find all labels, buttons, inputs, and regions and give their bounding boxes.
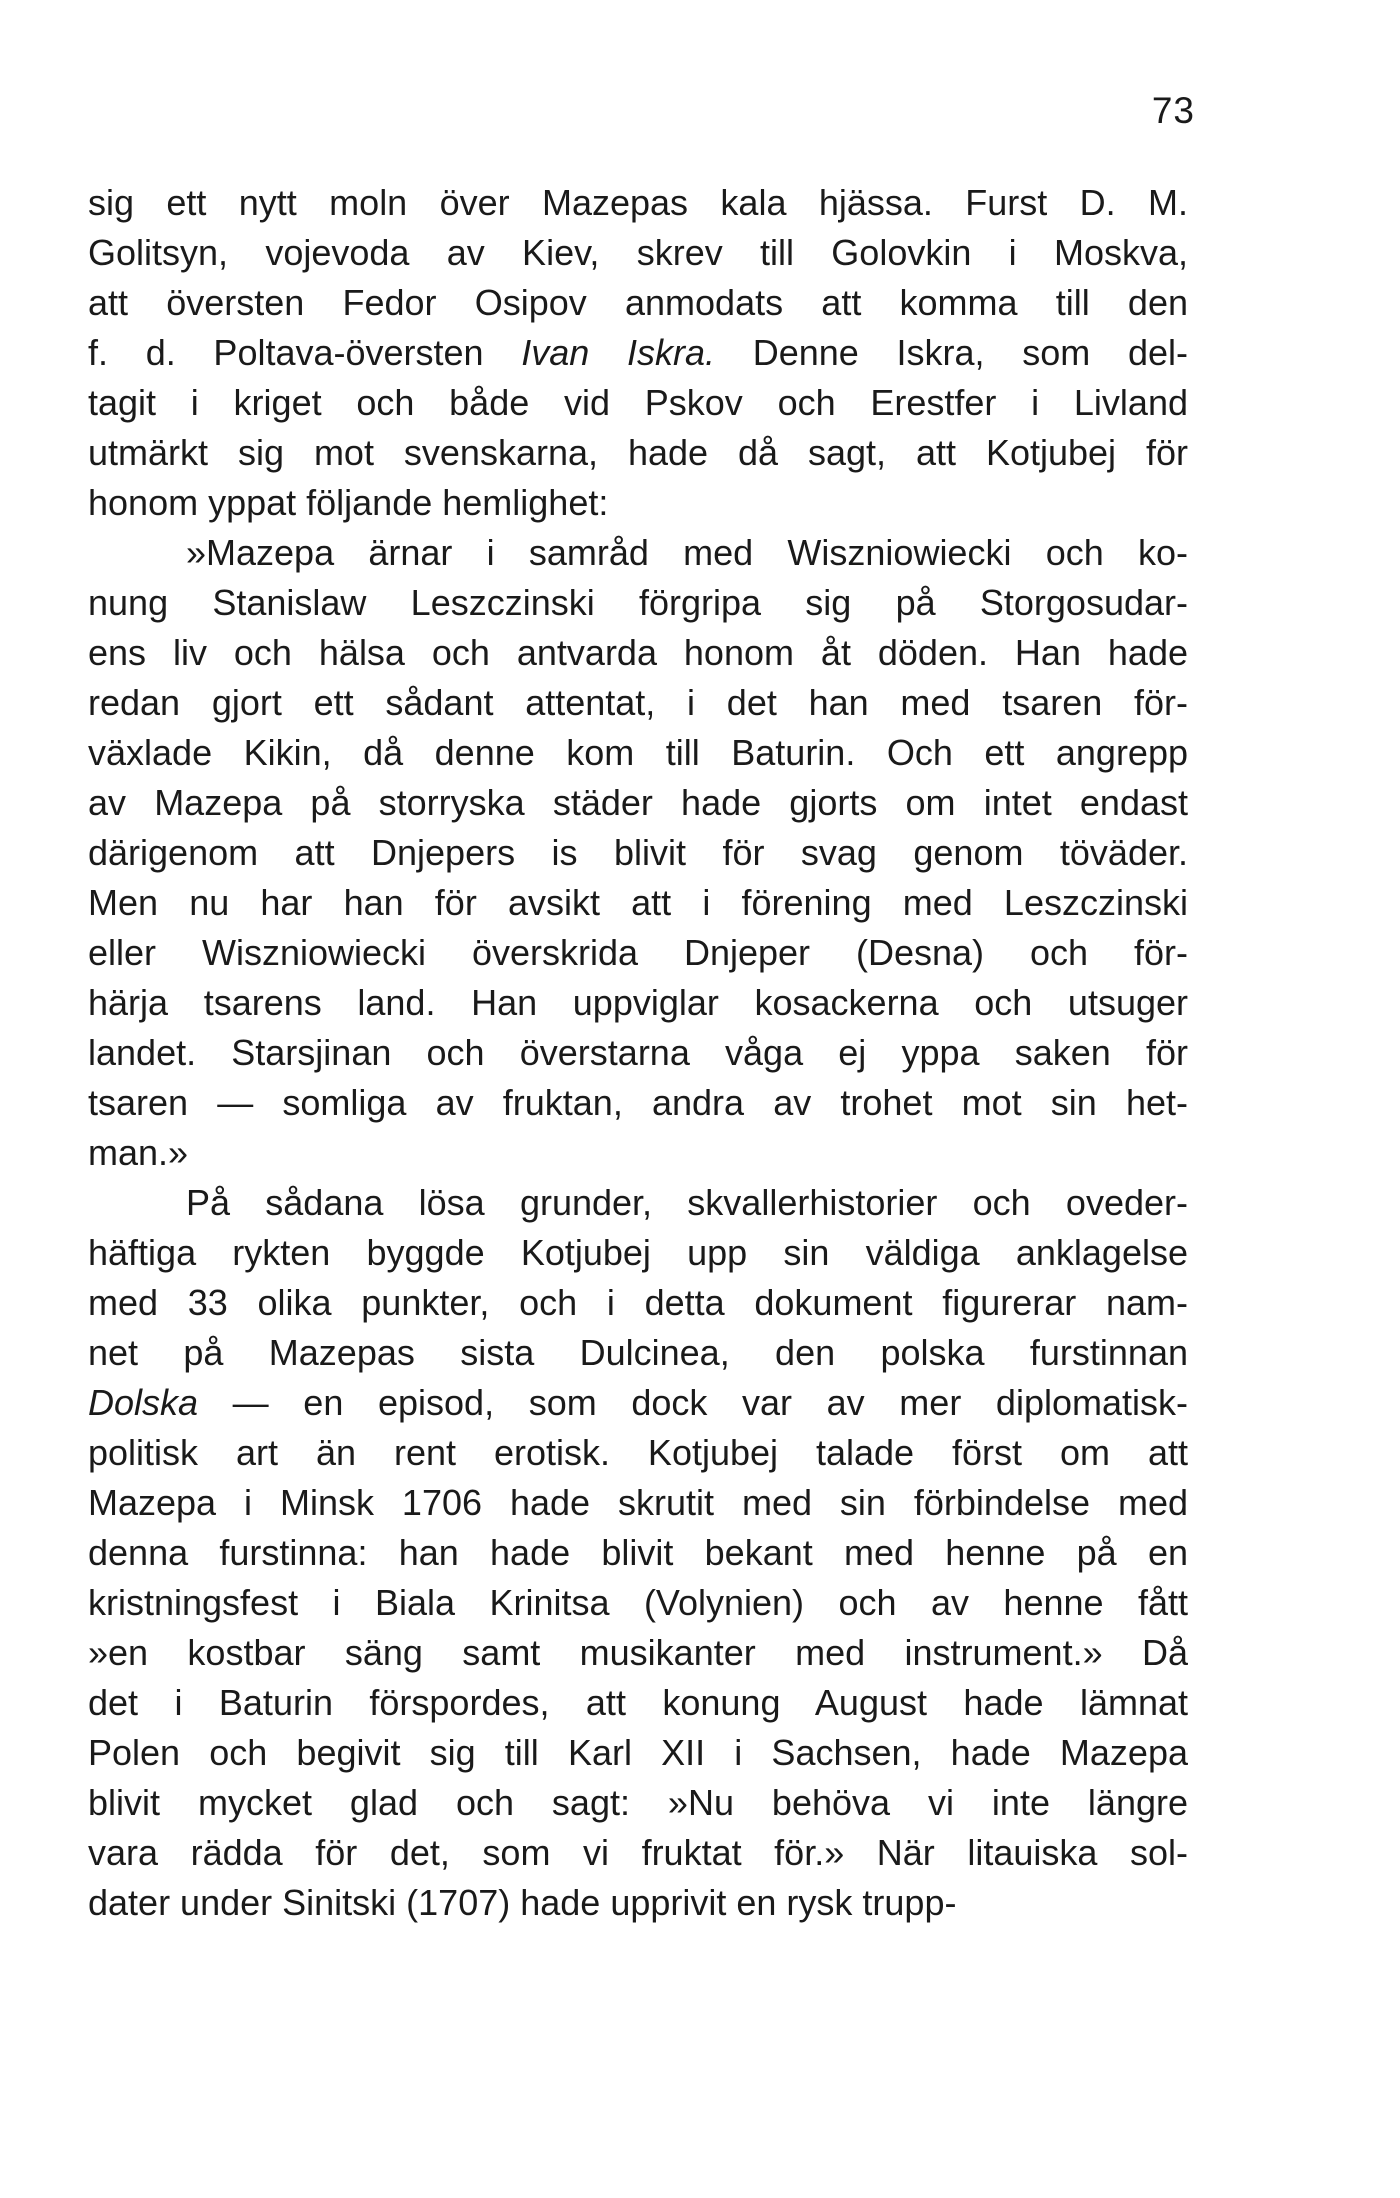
text-segment: Men nu har han för avsikt att i förening med Leszczinski <box>88 882 1188 923</box>
text-segment: »Mazepa ärnar i samråd med Wiszniowiecki och ko- <box>186 532 1188 573</box>
text-segment: Golitsyn, vojevoda av Kiev, skrev till Golovkin i Moskva, <box>88 232 1188 273</box>
text-segment: därigenom att Dnjepers is blivit för svag genom töväder. <box>88 832 1188 873</box>
text-line <box>88 228 1188 278</box>
text-line <box>88 1128 1188 1178</box>
italic-text: Dolska <box>88 1382 199 1423</box>
text-segment: redan gjort ett sådant attentat, i det han med tsaren för- <box>88 682 1188 723</box>
text-segment: tagit i kriget och både vid Pskov och Erestfer i Livland <box>88 382 1188 423</box>
text-segment: landet. Starsjinan och överstarna våga ej yppa saken för <box>88 1032 1188 1073</box>
text-line <box>88 178 1188 228</box>
text-segment: blivit mycket glad och sagt: »Nu behöva vi inte längre <box>88 1782 1188 1823</box>
text-line <box>88 1028 1188 1078</box>
text-line <box>88 1728 1188 1778</box>
text-line <box>88 478 1188 528</box>
text-segment: utmärkt sig mot svenskarna, hade då sagt, att Kotjubej för <box>88 432 1188 473</box>
text-segment: Denne Iskra, som del- <box>715 332 1188 373</box>
body-text <box>88 178 1188 1928</box>
text-line <box>88 428 1188 478</box>
text-segment: politisk art än rent erotisk. Kotjubej talade först om att <box>88 1432 1188 1473</box>
italic-text: Ivan Iskra. <box>521 332 716 373</box>
text-segment: nung Stanislaw Leszczinski förgripa sig på Storgosudar- <box>88 582 1188 623</box>
text-segment: — en episod, som dock var av mer diplomatisk- <box>198 1382 1188 1423</box>
text-line <box>88 978 1188 1028</box>
text-segment: kristningsfest i Biala Krinitsa (Volynien) och av henne fått <box>88 1582 1188 1623</box>
text-segment: Mazepa i Minsk 1706 hade skrutit med sin förbindelse med <box>88 1482 1188 1523</box>
text-line <box>88 1228 1188 1278</box>
text-line <box>88 1078 1188 1128</box>
text-segment: att översten Fedor Osipov anmodats att komma till den <box>88 282 1188 323</box>
text-line <box>88 1578 1188 1628</box>
text-line <box>88 1778 1188 1828</box>
text-segment: honom yppat följande hemlighet: <box>88 482 609 523</box>
text-segment: På sådana lösa grunder, skvallerhistorier och oveder- <box>186 1182 1188 1223</box>
text-line <box>88 528 1188 578</box>
text-line <box>88 678 1188 728</box>
text-line <box>88 1378 1188 1428</box>
text-segment: f. d. Poltava-översten <box>88 332 522 373</box>
text-line <box>88 728 1188 778</box>
text-line <box>88 1478 1188 1528</box>
text-line <box>88 1828 1188 1878</box>
text-segment: med 33 olika punkter, och i detta dokument figurerar nam- <box>88 1282 1188 1323</box>
text-line <box>88 878 1188 928</box>
text-segment: det i Baturin förspordes, att konung August hade lämnat <box>88 1682 1188 1723</box>
text-line <box>88 578 1188 628</box>
text-segment: härja tsarens land. Han uppviglar kosackerna och utsuger <box>88 982 1188 1023</box>
text-line <box>88 928 1188 978</box>
text-segment: net på Mazepas sista Dulcinea, den polska furstinnan <box>88 1332 1188 1373</box>
text-segment: vara rädda för det, som vi fruktat för.» När litauiska sol- <box>88 1832 1188 1873</box>
text-line <box>88 828 1188 878</box>
page-number: 73 <box>1151 90 1195 131</box>
text-line <box>88 1678 1188 1728</box>
text-segment: ens liv och hälsa och antvarda honom åt döden. Han hade <box>88 632 1188 673</box>
text-segment: växlade Kikin, då denne kom till Baturin. Och ett angrepp <box>88 732 1188 773</box>
text-line <box>88 378 1188 428</box>
text-segment: tsaren — somliga av fruktan, andra av trohet mot sin het- <box>88 1082 1188 1123</box>
text-line <box>88 1278 1188 1328</box>
text-segment: »en kostbar säng samt musikanter med instrument.» Då <box>88 1632 1188 1673</box>
text-segment: eller Wiszniowiecki överskrida Dnjeper (Desna) och för- <box>88 932 1188 973</box>
text-segment: häftiga rykten byggde Kotjubej upp sin väldiga anklagelse <box>88 1232 1188 1273</box>
text-segment: sig ett nytt moln över Mazepas kala hjässa. Furst D. M. <box>88 182 1188 223</box>
text-line <box>88 328 1188 378</box>
text-line <box>88 1328 1188 1378</box>
text-line <box>88 1178 1188 1228</box>
text-line <box>88 628 1188 678</box>
text-line <box>88 1628 1188 1678</box>
text-line <box>88 1428 1188 1478</box>
text-segment: av Mazepa på storryska städer hade gjorts om intet endast <box>88 782 1188 823</box>
text-line <box>88 1528 1188 1578</box>
text-segment: denna furstinna: han hade blivit bekant med henne på en <box>88 1532 1188 1573</box>
text-line <box>88 1878 1188 1928</box>
text-segment: Polen och begivit sig till Karl XII i Sachsen, hade Mazepa <box>88 1732 1188 1773</box>
text-line <box>88 278 1188 328</box>
text-segment: man.» <box>88 1132 189 1173</box>
text-segment: dater under Sinitski (1707) hade upprivit en rysk trupp- <box>88 1882 957 1923</box>
text-line <box>88 778 1188 828</box>
